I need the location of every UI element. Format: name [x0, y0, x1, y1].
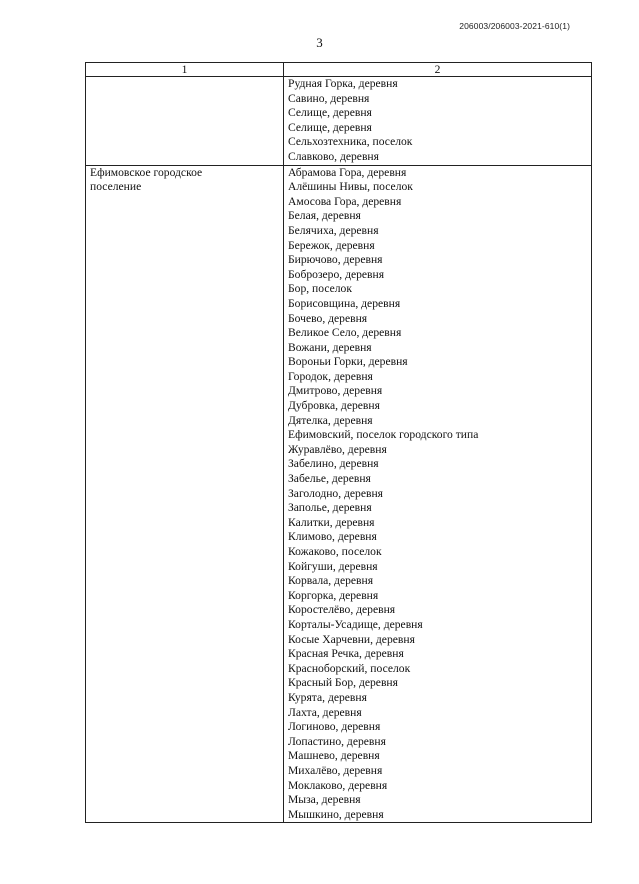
settlement-item: Корвала, деревня [288, 574, 374, 588]
settlement-item: Машнево, деревня [288, 749, 380, 763]
settlement-item: Городок, деревня [288, 369, 373, 383]
settlement-item: Логиново, деревня [288, 720, 381, 734]
settlement-item: Белая, деревня [288, 209, 361, 223]
settlement-item: Дятелка, деревня [288, 413, 373, 427]
settlement-item: Мыза, деревня [288, 793, 361, 807]
settlement-item: Бочево, деревня [288, 311, 368, 325]
table-header-row [86, 63, 592, 77]
settlement-item: Бор, поселок [288, 282, 352, 296]
settlement-item: Кожаково, поселок [288, 545, 382, 558]
settlement-item: Савино, деревня [288, 91, 370, 105]
settlement-item: Красная Речка, деревня [288, 647, 404, 661]
page-number: 3 [316, 35, 323, 50]
district-name: Ефимовское городское поселение [90, 165, 203, 194]
settlement-item: Климово, деревня [288, 530, 377, 544]
table-row [86, 165, 592, 823]
settlement-item: Калитки, деревня [288, 515, 375, 529]
settlement-item: Славково, деревня [288, 149, 379, 163]
settlement-item: Амосова Гора, деревня [288, 194, 402, 208]
settlement-item: Заполье, деревня [288, 501, 372, 515]
settlement-item: Боброзеро, деревня [288, 267, 385, 281]
settlement-item: Селище, деревня [288, 106, 372, 120]
settlement-item: Вожани, деревня [288, 340, 372, 354]
settlement-item: Ефимовский, поселок городского типа [288, 428, 479, 442]
settlements-cell [284, 77, 592, 166]
settlement-item: Мышкино, деревня [288, 807, 384, 821]
settlement-item: Лахта, деревня [288, 705, 362, 719]
settlement-item: Забелье, деревня [288, 472, 371, 486]
settlement-item: Бирючово, деревня [288, 253, 383, 267]
settlement-item: Красный Бор, деревня [288, 676, 398, 690]
settlements-table [85, 62, 592, 823]
settlement-item: Рудная Горка, деревня [288, 77, 398, 90]
settlement-item: Борисовщина, деревня [288, 296, 401, 310]
settlement-item: Коргорка, деревня [288, 588, 379, 602]
district-cell [86, 165, 284, 823]
settlement-item: Коростелёво, деревня [288, 603, 396, 617]
settlement-item: Селище, деревня [288, 120, 372, 134]
settlement-item: Белячиха, деревня [288, 223, 379, 237]
settlement-item: Сельхозтехника, поселок [288, 135, 413, 149]
settlement-item: Моклаково, деревня [288, 778, 388, 792]
settlement-item: Дмитрово, деревня [288, 384, 383, 398]
settlement-item: Абрамова Гора, деревня [288, 165, 407, 179]
settlement-item: Великое Село, деревня [288, 326, 402, 340]
settlement-item: Бережок, деревня [288, 238, 375, 252]
settlement-item: Вороньи Горки, деревня [288, 355, 408, 369]
settlement-item: Журавлёво, деревня [288, 442, 387, 456]
settlement-item: Заголодно, деревня [288, 486, 384, 500]
settlement-item: Дубровка, деревня [288, 399, 380, 413]
settlement-item: Койгуши, деревня [288, 559, 378, 573]
settlement-item: Курята, деревня [288, 690, 367, 704]
settlements-cell [284, 165, 592, 823]
settlement-item: Михалёво, деревня [288, 763, 383, 777]
table-row [86, 77, 592, 166]
district-cell [86, 77, 284, 166]
column-header-2: 2 [284, 63, 592, 77]
column-header-1: 1 [86, 63, 284, 77]
settlement-item: Косые Харчевни, деревня [288, 632, 415, 646]
settlement-item: Забелино, деревня [288, 457, 379, 471]
settlement-item: Алёшины Нивы, поселок [288, 180, 413, 194]
settlement-item: Красноборский, поселок [288, 661, 411, 675]
document-id: 206003/206003-2021-610(1) [459, 21, 570, 31]
settlement-item: Лопастино, деревня [288, 734, 386, 748]
settlement-item: Корталы-Усадище, деревня [288, 617, 423, 631]
